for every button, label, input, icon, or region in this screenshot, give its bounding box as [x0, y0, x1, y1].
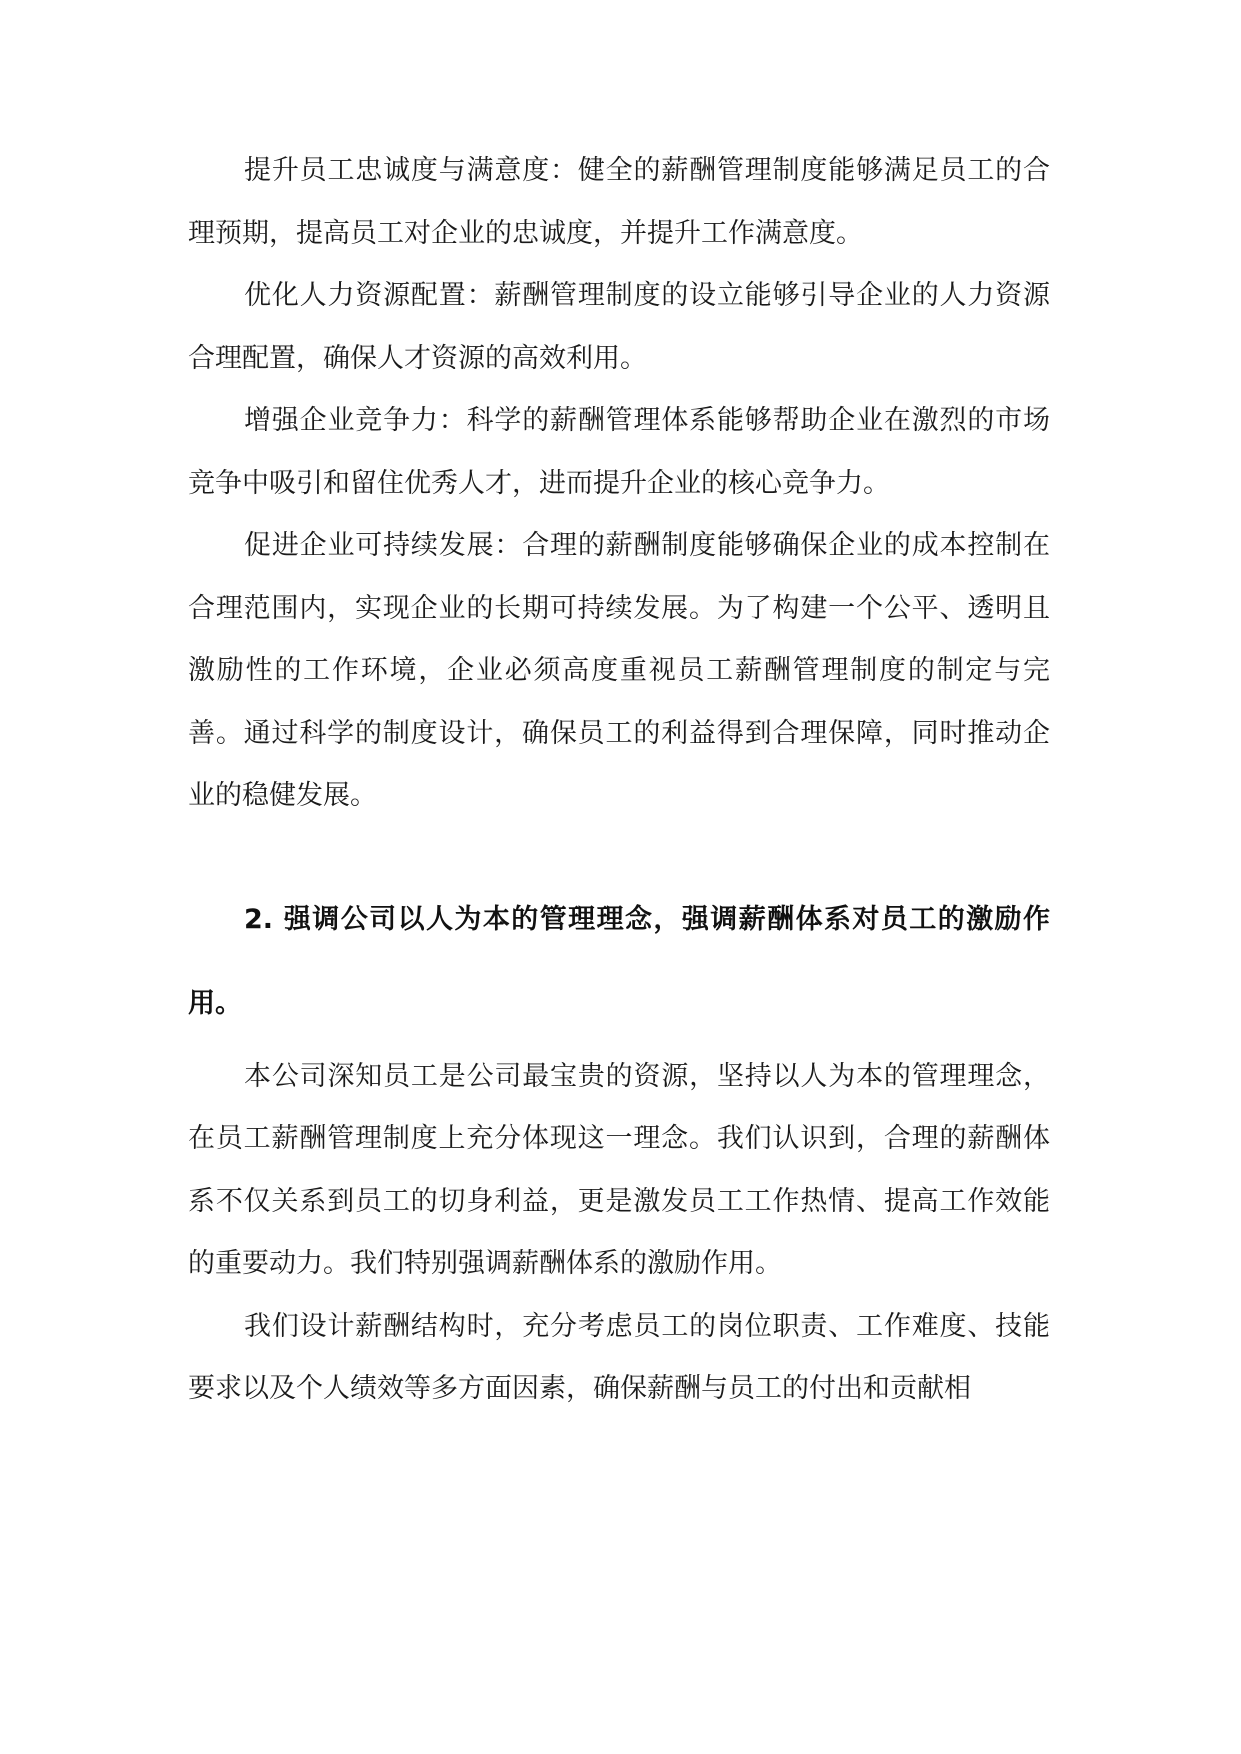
- paragraph-people-oriented: 本公司深知员工是公司最宝贵的资源，坚持以人为本的管理理念，在员工薪酬管理制度上充分体现这一理念。我们认识到，合理的薪酬体系不仅关系到员工的切身利益，更是激发员工工作热情、提高工作效能的重要动力。我们特别强调薪酬体系的激励作用。: [188, 1060, 1050, 1279]
- document-body: [188, 140, 1050, 1421]
- paragraph-competitiveness: 增强企业竞争力：科学的薪酬管理体系能够帮助企业在激烈的市场竞争中吸引和留住优秀人才，进而提升企业的核心竞争力。: [188, 405, 1050, 499]
- paragraph-loyalty: 提升员工忠诚度与满意度：健全的薪酬管理制度能够满足员工的合理预期，提高员工对企业的忠诚度，并提升工作满意度。: [188, 155, 1050, 249]
- paragraph-salary-structure: 我们设计薪酬结构时，充分考虑员工的岗位职责、工作难度、技能要求以及个人绩效等多方面因素，确保薪酬与员工的付出和贡献相: [188, 1310, 1050, 1404]
- paragraph-sustainability: 促进企业可持续发展：合理的薪酬制度能够确保企业的成本控制在合理范围内，实现企业的长期可持续发展。为了构建一个公平、透明且激励性的工作环境，企业必须高度重视员工薪酬管理制度的制定与完善。通过科学的制度设计，确保员工的利益得到合理保障，同时推动企业的稳健发展。: [188, 530, 1050, 811]
- section-heading: 2. 强调公司以人为本的管理理念，强调薪酬体系对员工的激励作用。: [188, 903, 1050, 1019]
- paragraph-hr-allocation: 优化人力资源配置：薪酬管理制度的设立能够引导企业的人力资源合理配置，确保人才资源的高效利用。: [188, 280, 1050, 374]
